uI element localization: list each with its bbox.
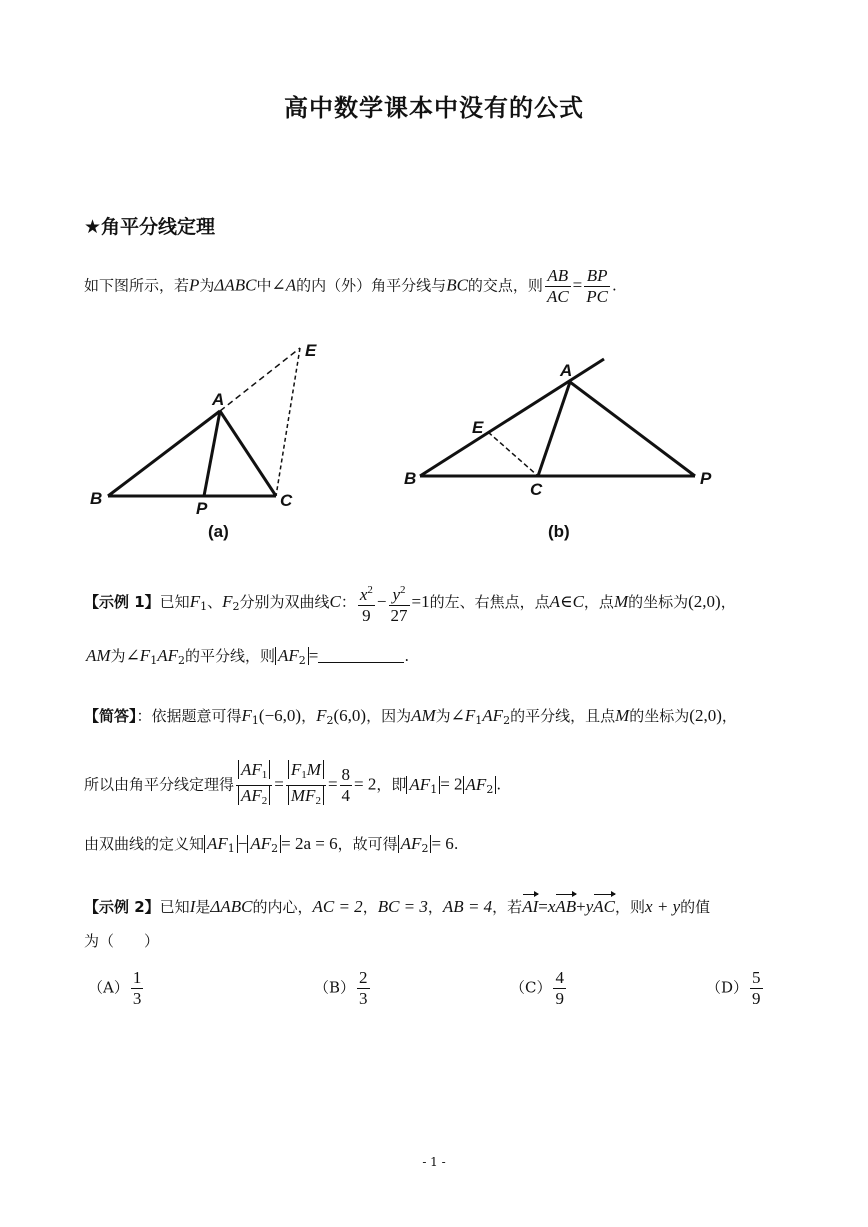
answer-text: ，即: [376, 775, 407, 794]
answer1-line2: [84, 760, 501, 811]
period: .: [612, 276, 617, 295]
example2-line1: [84, 897, 710, 917]
caption-a: (a): [208, 522, 229, 541]
fraction-y2-27: [389, 580, 410, 626]
figure-a: [108, 348, 300, 496]
math-am: AM: [86, 646, 111, 665]
equals-sign: =: [327, 774, 338, 794]
segment-ap: [204, 411, 220, 496]
segment-ap: [570, 382, 695, 476]
math-f: F: [222, 592, 233, 611]
subscript: 1: [261, 769, 268, 781]
option-label: （D）: [706, 978, 749, 997]
example-text: ，则: [615, 898, 646, 916]
math-am: AM: [411, 706, 436, 725]
example-text: 为: [110, 647, 126, 665]
vector-ai: AI: [522, 897, 539, 916]
example-text: 的左、右焦点，点: [429, 593, 550, 611]
example1-line2: [86, 646, 409, 671]
subscript: 2: [271, 842, 279, 855]
label-c: C: [280, 491, 293, 510]
math-mf: MF: [290, 786, 316, 805]
answer-text: 的平分线，且点: [510, 707, 616, 725]
option-fraction: [750, 968, 763, 1009]
theorem-text: 如下图所示，若: [84, 276, 190, 295]
subscript: 1: [301, 769, 307, 781]
denominator: [236, 786, 272, 811]
math-c: C: [329, 592, 341, 611]
example-text: 已知: [159, 898, 190, 916]
equals-sign: =: [308, 646, 319, 665]
subscript: 1: [150, 654, 158, 667]
option-label: （B）: [314, 978, 356, 997]
math-coord: (−6,0): [258, 706, 302, 725]
absolute-value: [275, 647, 309, 665]
equation: = 2a = 6: [281, 834, 338, 853]
label-p: P: [700, 469, 712, 488]
fraction-af1-af2: [236, 760, 272, 811]
example-text: 的平分线，则: [184, 647, 275, 665]
page-title: 高中数学课本中没有的公式: [284, 94, 584, 122]
absolute-value: [238, 786, 270, 805]
numerator: 8: [341, 765, 351, 784]
vector-ab: AB: [555, 897, 577, 916]
fraction-f1m-mf2: [286, 760, 326, 811]
absolute-value: [204, 835, 238, 853]
option-label: （C）: [510, 978, 552, 997]
subscript: 2: [261, 795, 268, 807]
math-coord: (2,0): [689, 706, 722, 725]
segment-ac: [538, 382, 570, 476]
math-y: y: [392, 585, 401, 604]
subscript: 2: [232, 600, 240, 613]
math-a-in-c: A∈C: [549, 592, 584, 611]
superscript: 2: [400, 584, 406, 596]
label-a: A: [560, 361, 573, 380]
numerator: [286, 760, 326, 786]
numerator: 2: [359, 968, 368, 987]
example-text: 已知: [159, 593, 190, 611]
subscript: 1: [200, 600, 208, 613]
math-af: AF: [157, 646, 178, 665]
math-triangle: ΔABC: [210, 897, 253, 916]
answer-label: 【简答】: [84, 707, 137, 725]
math-f: F: [316, 706, 327, 725]
equals-six: = 6: [431, 834, 454, 853]
subscript: 2: [326, 714, 334, 727]
numerator: AB: [545, 266, 571, 287]
option-a[interactable]: [88, 968, 145, 1009]
comma: ，: [301, 707, 317, 725]
denominator: 9: [555, 989, 564, 1008]
example-text: 的值: [680, 898, 711, 916]
comma: ，: [720, 593, 736, 611]
math-f: F: [241, 706, 252, 725]
subscript: 2: [298, 654, 306, 667]
example-label: 【示例 1】: [84, 593, 160, 611]
math-angle: ∠F: [125, 646, 151, 665]
math-x-plus-y: x + y: [645, 897, 681, 916]
option-label: （A）: [88, 978, 129, 997]
math-af: AF: [400, 834, 422, 853]
absolute-value: [398, 835, 432, 853]
math-x: x: [547, 897, 556, 916]
fraction-bp-pc: [584, 266, 610, 307]
period: .: [404, 647, 410, 665]
answer-text: ，因为: [366, 707, 412, 725]
theorem-text: 的交点，则: [467, 276, 543, 295]
math-coord: (6,0): [333, 706, 367, 725]
comma: ，: [721, 707, 737, 725]
denominator: AC: [546, 287, 569, 306]
label-p: P: [196, 499, 208, 518]
vector-ac: AC: [593, 897, 616, 916]
answer1-line3: [84, 834, 459, 859]
math-angle: ∠A: [271, 275, 297, 295]
plus-sign: +: [576, 897, 586, 916]
math-af: AF: [241, 760, 262, 779]
absolute-value: [288, 760, 324, 779]
answer-text: 由双曲线的定义知: [84, 835, 205, 853]
math-m: M: [306, 760, 321, 779]
fraction-ab-ac: [545, 266, 571, 307]
segment-ac: [220, 411, 276, 496]
example-text: ，点: [583, 593, 614, 611]
fraction-8-4: [340, 765, 353, 806]
denominator: 3: [359, 989, 368, 1008]
numerator: BP: [584, 266, 610, 287]
math-x: x: [359, 585, 368, 604]
equals-two: = 2: [440, 774, 463, 794]
answer-text: 所以由角平分线定理得: [84, 775, 235, 794]
denominator: 4: [341, 786, 351, 805]
math-af: AF: [409, 774, 431, 794]
section-heading: ★角平分线定理: [84, 216, 216, 238]
math-p: P: [189, 275, 200, 295]
numerator: 1: [132, 968, 142, 987]
comma: ，: [427, 898, 443, 916]
subscript: 1: [227, 842, 235, 855]
math-af: AF: [278, 646, 299, 665]
math-f: F: [290, 760, 302, 779]
absolute-value: [238, 760, 270, 779]
answer-blank: [318, 648, 404, 663]
superscript: 2: [367, 584, 373, 596]
math-triangle: ΔABC: [214, 275, 257, 295]
segment-ec-dashed: [276, 348, 300, 496]
label-e: E: [305, 341, 317, 360]
denominator: PC: [586, 287, 608, 306]
denominator: [286, 786, 326, 811]
subscript: 1: [475, 714, 483, 727]
math-bc: BC: [446, 275, 468, 295]
example-text: 的内心，: [252, 898, 313, 916]
equals-one: =1: [411, 592, 430, 611]
numerator: [389, 580, 410, 606]
minus-sign: −: [376, 592, 387, 611]
equals-sign: =: [274, 774, 284, 794]
math-af: AF: [207, 834, 228, 853]
label-e: E: [472, 418, 484, 437]
equals-sign: =: [538, 897, 548, 916]
figure-angle-bisector: [80, 326, 740, 551]
math-m: M: [615, 706, 630, 725]
math-angle: ∠F: [450, 706, 476, 725]
theorem-text: 为: [199, 276, 215, 295]
example-text: 分别为双曲线: [239, 593, 330, 611]
theorem-text: 中: [256, 276, 272, 295]
absolute-value: [406, 776, 440, 794]
label-a: A: [212, 390, 225, 409]
example2-line2: 为（ ）: [84, 932, 160, 950]
answer-text: 为: [435, 707, 451, 725]
subscript: 2: [503, 714, 511, 727]
segment-ba-extended: [420, 359, 604, 476]
colon: ：: [340, 593, 356, 611]
answer-text: ，故可得: [337, 835, 398, 853]
answer1-line1: [84, 706, 737, 731]
fraction-x2-9: [358, 580, 375, 626]
option-d[interactable]: [706, 968, 765, 1009]
math-ac: AC = 2: [312, 897, 363, 916]
subscript: 2: [177, 654, 185, 667]
absolute-value: [288, 786, 324, 805]
segment-ae-dashed: [220, 348, 300, 411]
math-y: y: [585, 897, 594, 916]
page-number: - 1 -: [422, 1155, 446, 1169]
separator: 、: [207, 593, 223, 611]
label-b: B: [404, 469, 417, 488]
option-c[interactable]: [510, 968, 568, 1009]
option-b[interactable]: [314, 968, 372, 1009]
comma: ，: [362, 898, 378, 916]
subscript: 2: [486, 782, 494, 796]
numerator: 5: [752, 968, 761, 987]
numerator: [236, 760, 272, 786]
math-f: F: [189, 592, 201, 611]
period: .: [496, 775, 502, 794]
segment-ba: [108, 411, 220, 496]
subscript: 1: [251, 714, 259, 727]
period: .: [453, 835, 459, 853]
subscript: 2: [315, 795, 321, 807]
numerator: 4: [555, 968, 564, 987]
example1-line1: [84, 580, 736, 626]
option-fraction: [131, 968, 144, 1009]
denominator: 27: [390, 606, 408, 625]
math-af: AF: [482, 706, 504, 725]
math-i: I: [189, 897, 196, 916]
math-m: M: [613, 592, 629, 611]
math-af: AF: [250, 834, 272, 853]
denominator: 9: [752, 989, 761, 1008]
subscript: 2: [421, 842, 429, 855]
numerator: [358, 580, 375, 606]
option-fraction: [553, 968, 566, 1009]
math-bc: BC = 3: [377, 897, 428, 916]
caption-b: (b): [548, 522, 570, 541]
absolute-value: [463, 776, 497, 794]
denominator: 3: [132, 989, 142, 1008]
segment-ec-dashed: [488, 432, 538, 476]
math-af: AF: [465, 774, 487, 794]
answer-text: 的坐标为: [629, 707, 690, 725]
math-coord: (2,0): [688, 592, 721, 611]
example-text: 是: [195, 898, 211, 916]
figure-b: [420, 359, 695, 476]
example-text: ，若: [492, 898, 523, 916]
option-fraction: [357, 968, 370, 1009]
answer-text: ：依据题意可得: [136, 707, 242, 725]
theorem-text: 的内（外）角平分线与: [296, 276, 447, 295]
equals-sign: =: [572, 275, 583, 295]
equals-two: = 2: [354, 774, 377, 794]
subscript: 1: [430, 782, 438, 796]
math-af: AF: [241, 786, 262, 805]
absolute-value: [247, 835, 281, 853]
math-ab: AB = 4: [442, 897, 493, 916]
theorem-statement: [84, 266, 617, 307]
label-b: B: [90, 489, 103, 508]
label-c: C: [530, 480, 543, 499]
example-label: 【示例 2】: [84, 898, 160, 916]
minus-sign: −: [237, 834, 248, 853]
denominator: 9: [362, 606, 371, 625]
example-text: 的坐标为: [628, 593, 689, 611]
